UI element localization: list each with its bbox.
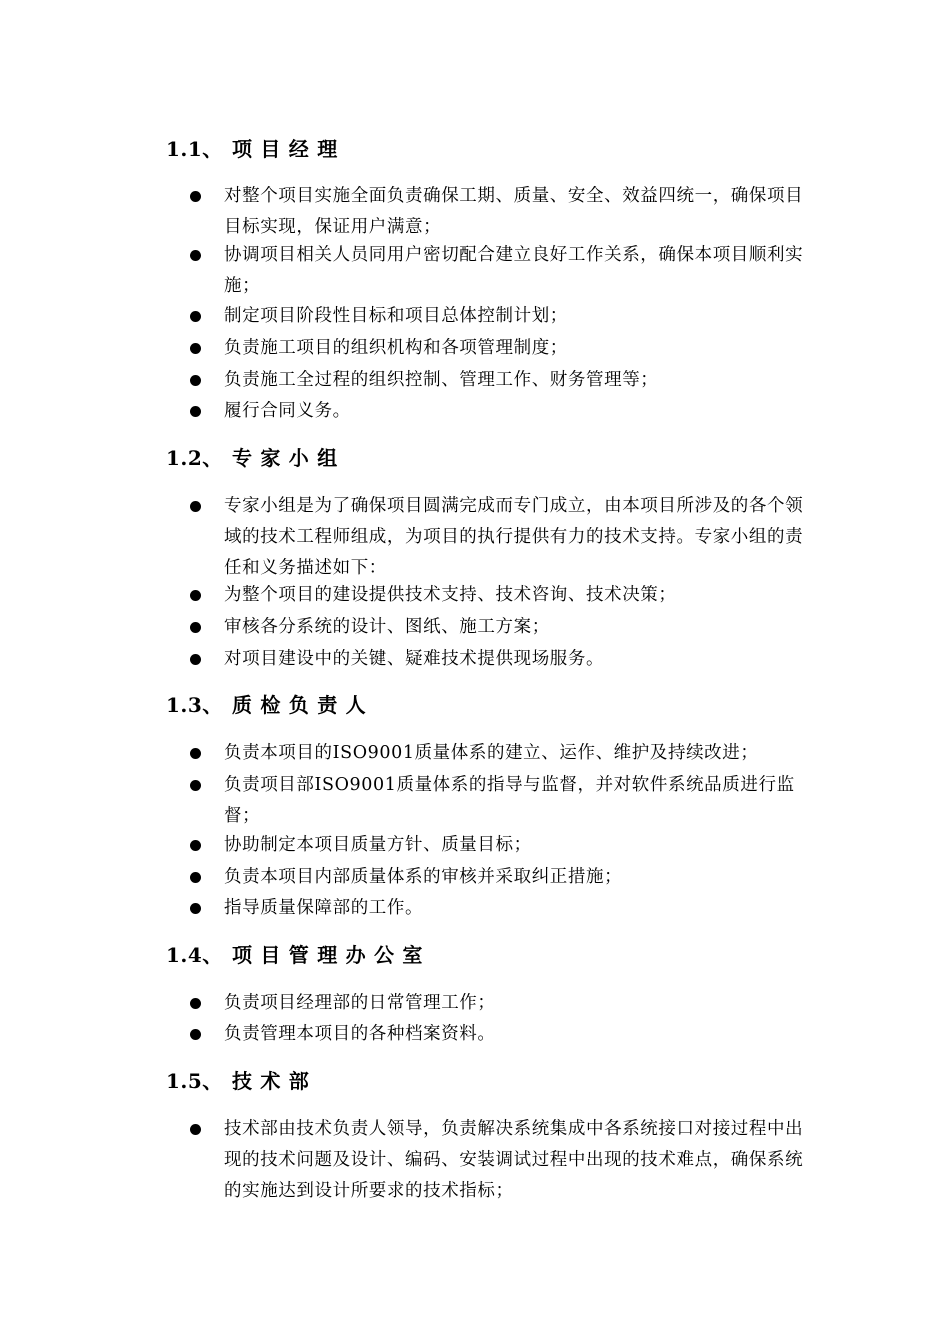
list-item-text: 专家小组是为了确保项目圆满完成而专门成立，由本项目所涉及的各个领域的技术工程师组成，为项目的执行提供有力的技术支持。专家小组的责任和义务描述如下： xyxy=(224,496,804,578)
bullet-icon xyxy=(190,872,201,883)
section-title: 项目管理办公室 xyxy=(232,943,431,967)
section-number: 1.1、 xyxy=(166,137,223,161)
list-item-text: 负责施工全过程的组织控制、管理工作、财务管理等； xyxy=(224,370,659,390)
bullet-icon xyxy=(190,590,201,601)
list-item-text: 技术部由技术负责人领导，负责解决系统集成中各系统接口对接过程中出现的技术问题及设计、编码、安装调试过程中出现的技术难点，确保系统的实施达到设计所要求的技术指标； xyxy=(224,1119,804,1201)
bullet-icon xyxy=(190,654,201,665)
bullet-icon xyxy=(190,1124,201,1135)
list-item-text: 为整个项目的建设提供技术支持、技术咨询、技术决策； xyxy=(224,585,677,605)
section-title: 专家小组 xyxy=(232,446,346,470)
section-number: 1.5、 xyxy=(166,1069,223,1093)
bullet-icon xyxy=(190,1029,201,1040)
list-item-text: 履行合同义务。 xyxy=(224,401,351,421)
section-title: 质检负责人 xyxy=(232,693,374,717)
section-title: 技术部 xyxy=(232,1069,318,1093)
section-heading xyxy=(166,1066,317,1096)
section-heading xyxy=(166,134,346,164)
section-number: 1.2、 xyxy=(166,446,223,470)
bullet-icon xyxy=(190,903,201,914)
bullet-icon xyxy=(190,840,201,851)
list-item-text: 协调项目相关人员同用户密切配合建立良好工作关系，确保本项目顺利实施； xyxy=(224,245,804,296)
section-heading xyxy=(166,690,374,720)
bullet-icon xyxy=(190,375,201,386)
list-item-text: 制定项目阶段性目标和项目总体控制计划； xyxy=(224,306,568,326)
bullet-icon xyxy=(190,311,201,322)
bullet-icon xyxy=(190,406,201,417)
list-item-text: 负责施工项目的组织机构和各项管理制度； xyxy=(224,338,568,358)
list-item-text: 指导质量保障部的工作。 xyxy=(224,898,424,918)
bullet-icon xyxy=(190,343,201,354)
list-item-text: 协助制定本项目质量方针、质量目标； xyxy=(224,835,532,855)
section-heading xyxy=(166,443,346,473)
bullet-icon xyxy=(190,748,201,759)
section-title: 项目经理 xyxy=(232,137,346,161)
list-item-text: 对整个项目实施全面负责确保工期、质量、安全、效益四统一，确保项目目标实现，保证用户满意； xyxy=(224,186,804,237)
section-heading xyxy=(166,940,431,970)
list-item-text: 负责项目经理部的日常管理工作； xyxy=(224,993,496,1013)
list-item-text: 负责管理本项目的各种档案资料。 xyxy=(224,1024,496,1044)
bullet-icon xyxy=(190,501,201,512)
list-item-text: 负责项目部ISO9001质量体系的指导与监督，并对软件系统品质进行监督； xyxy=(224,775,795,826)
section-number: 1.4、 xyxy=(166,943,223,967)
bullet-icon xyxy=(190,998,201,1009)
list-item-text: 负责本项目内部质量体系的审核并采取纠正措施； xyxy=(224,867,623,887)
bullet-icon xyxy=(190,780,201,791)
bullet-icon xyxy=(190,191,201,202)
list-item-text: 对项目建设中的关键、疑难技术提供现场服务。 xyxy=(224,649,605,669)
bullet-icon xyxy=(190,250,201,261)
list-item-text: 负责本项目的ISO9001质量体系的建立、运作、维护及持续改进； xyxy=(224,743,759,763)
list-item-text: 审核各分系统的设计、图纸、施工方案； xyxy=(224,617,550,637)
section-number: 1.3、 xyxy=(166,693,223,717)
bullet-icon xyxy=(190,622,201,633)
